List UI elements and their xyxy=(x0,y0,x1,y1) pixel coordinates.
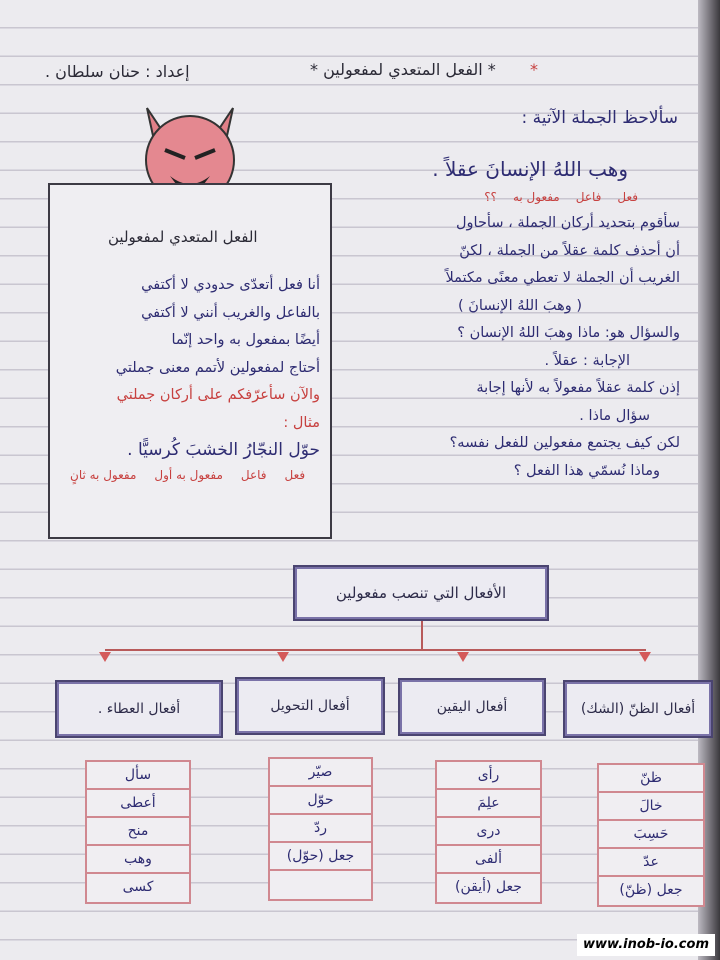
verb xyxy=(270,871,371,899)
arrow-down-icon xyxy=(457,652,469,662)
verb: حوّل xyxy=(270,787,371,815)
category-box: أفعال اليقين xyxy=(398,678,546,736)
author: إعداد : حنان سلطان . xyxy=(45,62,190,81)
sentence-labels xyxy=(484,190,638,204)
arrow-down-icon xyxy=(99,652,111,662)
intro: سألاحظ الجملة الآتية : xyxy=(521,108,678,128)
verb-table xyxy=(597,763,705,907)
verb: جعل (ظنّ) xyxy=(619,882,683,898)
arrow-down-icon xyxy=(639,652,651,662)
verb: جعل (أيقن) xyxy=(455,879,522,895)
line: والآن سأعرّفكم على أركان جملتي xyxy=(116,387,320,403)
verb: درى xyxy=(437,818,540,846)
category-box: أفعال العطاء . xyxy=(55,680,223,738)
card-title: الفعل المتعدي لمفعولين xyxy=(108,228,258,246)
category-box: أفعال التحويل xyxy=(235,677,385,735)
watermark: www.inob-io.com xyxy=(577,934,715,956)
connector xyxy=(421,621,423,650)
explanation xyxy=(360,210,680,485)
verb: كسى xyxy=(122,879,154,895)
verb: علِمَ xyxy=(437,790,540,818)
verb: ألفى xyxy=(437,846,540,874)
line: الإجابة : عقلاً . xyxy=(544,352,630,369)
card-labels xyxy=(70,468,305,482)
card-body xyxy=(62,272,320,465)
verb-table xyxy=(435,760,542,904)
label: فاعل xyxy=(240,468,267,482)
verb-table xyxy=(268,757,373,901)
line: الغريب أن الجملة لا تعطي معنًى مكتملاً xyxy=(445,270,680,286)
line: أنا فعل أتعدّى حدودي لا أكتفي xyxy=(141,277,320,293)
verb: وهب xyxy=(87,846,189,874)
line: سأقوم بتحديد أركان الجملة ، سأحاول xyxy=(456,215,680,231)
label: مفعول به ثانٍ xyxy=(70,468,137,482)
label: مفعول به xyxy=(512,190,560,204)
line: أيضًا بمفعول به واحد إنّما xyxy=(171,332,320,348)
line: والسؤال هو: ماذا وهبَ اللهُ الإنسان ؟ xyxy=(457,325,680,341)
line: بالفاعل والغريب أنني لا أكتفي xyxy=(141,304,320,321)
verb: أعطى xyxy=(87,790,189,818)
verb: رأى xyxy=(437,762,540,790)
label: فاعل xyxy=(575,190,602,204)
line: أن أحذف كلمة عقلاً من الجملة ، لكنّ xyxy=(459,242,680,259)
line: لكن كيف يجتمع مفعولين للفعل نفسه؟ xyxy=(449,435,680,451)
verb: ردّ xyxy=(270,815,371,843)
line: ( وهبَ اللهُ الإنسانَ ) xyxy=(458,297,582,314)
verb: حَسِبَ xyxy=(599,821,703,849)
verb: سأل xyxy=(87,762,189,790)
label: ؟؟ xyxy=(484,190,497,204)
verb: منح xyxy=(87,818,189,846)
example-sentence: وهب اللهُ الإنسانَ عقلاً . xyxy=(432,157,628,181)
card-example: حوّل النجّارُ الخشبَ كُرسيًّا . xyxy=(127,440,320,460)
arrow-down-icon xyxy=(277,652,289,662)
category-box: أفعال الظنّ (الشك) xyxy=(563,680,713,738)
line: أحتاج لمفعولين لأتمم معنى جملتي xyxy=(115,359,320,376)
verb: عدّ xyxy=(599,849,703,877)
line: وماذا نُسمّي هذا الفعل ؟ xyxy=(513,462,660,479)
verb: جعل (حوّل) xyxy=(270,843,371,871)
line: إذن كلمة عقلاً مفعولاً به لأنها إجابة xyxy=(476,380,680,396)
diagram-root: الأفعال التي تنصب مفعولين xyxy=(293,565,549,621)
verb: صيّر xyxy=(270,759,371,787)
connector xyxy=(105,649,646,651)
example-label: مثال : xyxy=(283,414,320,431)
page-title: * الفعل المتعدي لمفعولين * xyxy=(310,60,496,79)
label: مفعول به أول xyxy=(154,468,223,482)
label: فعل xyxy=(284,468,306,482)
star-icon: * xyxy=(530,60,538,79)
verb: ظنّ xyxy=(599,765,703,793)
label: فعل xyxy=(617,190,638,204)
verb: خالَ xyxy=(599,793,703,821)
line: سؤال ماذا . xyxy=(579,407,650,424)
verb-table xyxy=(85,760,191,904)
